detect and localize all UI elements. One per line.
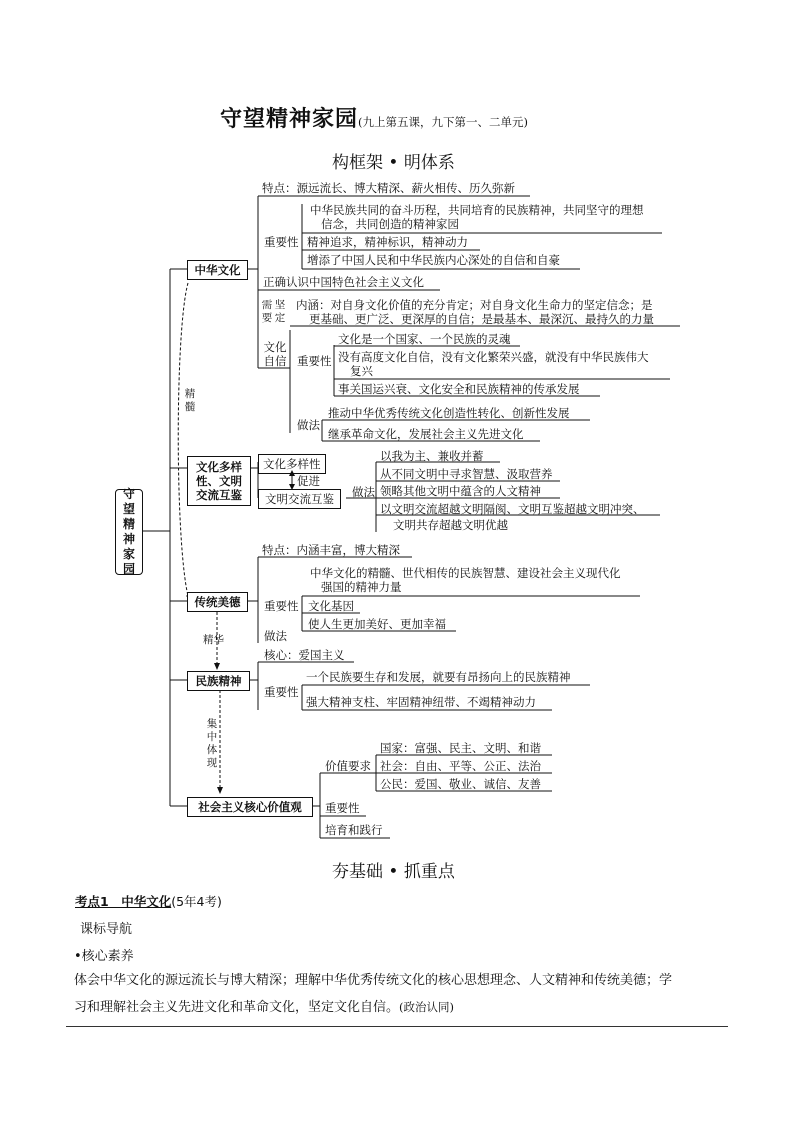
b1-zx-zhongyao-label: 重要性 xyxy=(297,354,332,368)
link-label-jingsui: 精髓 xyxy=(184,388,196,413)
b2-item-2: 从不同文明中寻求智慧、汲取营养 xyxy=(380,467,553,481)
b1-wenhua-zixin: 文化 自信 xyxy=(263,340,287,368)
b4-hexin: 核心：爱国主义 xyxy=(264,648,345,662)
b5-zhongyao: 重要性 xyxy=(325,801,360,815)
b5-jiazhi-label: 价值要求 xyxy=(325,759,371,773)
b3-zuofa: 使人生更加美好、更加幸福 xyxy=(308,617,446,631)
b4-zhongyao-1: 一个民族要生存和发展，就要有昂扬向上的民族精神 xyxy=(306,670,571,684)
b1-zuofa-1: 推动中华优秀传统文化创造性转化、创新性发展 xyxy=(328,406,570,420)
b1-zx-zhongyao-1: 文化是一个国家、一个民族的灵魂 xyxy=(338,332,511,346)
section-heading-framework: 构框架 • 明体系 xyxy=(332,153,455,173)
b3-zhongyao-1: 中华文化的精髓、世代相传的民族智慧、建设社会主义现代化 xyxy=(310,566,621,580)
root-node: 守 望 精 神 家 园 xyxy=(115,489,143,575)
b5-peiyu: 培育和践行 xyxy=(325,823,383,837)
hexin-label: •核心素养 xyxy=(74,949,134,964)
b3-zhongyao-label: 重要性 xyxy=(264,599,299,613)
b2-zuofa-label: 做法 xyxy=(352,485,375,499)
b2-duoyangxing-box: 文化多样性 xyxy=(258,454,326,474)
branch-wenhua-duoyangxing: 文化多样 性、文明 交流互鉴 xyxy=(187,456,251,506)
b1-zhongyao-1: 中华民族共同的奋斗历程，共同培育的民族精神，共同坚守的理想 xyxy=(310,203,644,217)
b1-zhongyao-2: 精神追求，精神标识，精神动力 xyxy=(307,235,468,249)
branch-zhonghua-wenhua: 中华文化 xyxy=(187,260,248,280)
b3-zhongyao-1b: 强国的精神力量 xyxy=(321,580,402,594)
b1-zhongyao-1b: 信念，共同创造的精神家园 xyxy=(321,217,459,231)
b3-zuofa-label: 做法 xyxy=(264,629,287,643)
document-title: 守望精神家园 xyxy=(220,106,359,132)
b4-zhongyao-2: 强大精神支柱、牢固精神纽带、不竭精神动力 xyxy=(306,695,536,709)
b2-item-1: 以我为主、兼收并蓄 xyxy=(380,449,484,463)
link-label-jinghua: 精华 xyxy=(203,634,224,646)
link-label-jizhong: 集 中 体 现 xyxy=(206,718,218,769)
body-paragraph-line1: 体会中华文化的源远流长与博大精深；理解中华优秀传统文化的核心思想理念、人文精神和传统美德；学 xyxy=(74,973,673,988)
branch-chuantong-meide: 传统美德 xyxy=(187,592,248,612)
b1-zuofa-2: 继承革命文化，发展社会主义先进文化 xyxy=(328,427,524,441)
kaodian-note: (5年4考) xyxy=(171,894,222,909)
document-subtitle: (九上第五课，九下第一、二单元) xyxy=(358,115,528,129)
b2-item-4b: 文明共存超越文明优越 xyxy=(393,518,508,532)
branch-minzu-jingshen: 民族精神 xyxy=(187,671,250,691)
kaodian-row xyxy=(75,892,222,910)
b1-zx-zhongyao-3: 事关国运兴衰、文化安全和民族精神的传承发展 xyxy=(338,382,580,396)
section-heading-basics: 夯基础 • 抓重点 xyxy=(332,862,455,882)
bottom-divider xyxy=(66,1026,728,1027)
b2-cujin-label: 促进 xyxy=(297,474,320,488)
kebiao-label: 课标导航 xyxy=(80,922,133,937)
b1-neihan-1: 内涵：对自身文化价值的充分肯定；对自身文化生命力的坚定信念；是 xyxy=(296,298,653,312)
b1-zhongyao-3: 增添了中国人民和中华民族内心深处的自信和自豪 xyxy=(307,253,560,267)
body-paragraph-line2: 习和理解社会主义先进文化和革命文化，坚定文化自信。(政治认同) xyxy=(74,1000,454,1015)
kaodian-title: 考点1 中华文化 xyxy=(75,894,172,909)
b1-zhengque: 正确认识中国特色社会主义文化 xyxy=(263,275,424,289)
b5-shehui: 社会：自由、平等、公正、法治 xyxy=(380,759,541,773)
b1-xuyao: 需 要 xyxy=(261,299,273,324)
b5-gongmin: 公民：爱国、敬业、诚信、友善 xyxy=(380,777,541,791)
b1-tedian: 特点：源远流长、博大精深、薪火相传、历久弥新 xyxy=(262,181,515,195)
b1-jianding: 坚 定 xyxy=(274,299,286,324)
b1-zuofa-label: 做法 xyxy=(297,418,320,432)
b5-guojia: 国家：富强、民主、文明、和谐 xyxy=(380,741,541,755)
b1-zx-zhongyao-2b: 复兴 xyxy=(350,364,373,378)
b3-tedian: 特点：内涵丰富，博大精深 xyxy=(262,543,400,557)
b2-item-4: 以文明交流超越文明隔阂、文明互鉴超越文明冲突、 xyxy=(380,502,645,516)
b1-zx-zhongyao-2: 没有高度文化自信，没有文化繁荣兴盛，就没有中华民族伟大 xyxy=(338,350,649,364)
b1-neihan-2: 更基础、更广泛、更深厚的自信；是最基本、最深沉、最持久的力量 xyxy=(309,312,654,326)
b4-zhongyao-label: 重要性 xyxy=(264,685,299,699)
b3-zhongyao-2: 文化基因 xyxy=(308,599,354,613)
b2-jiaoliu-box: 文明交流互鉴 xyxy=(258,489,341,509)
b1-zhongyao-label: 重要性 xyxy=(264,235,299,249)
branch-hexin-jiazhiguan: 社会主义核心价值观 xyxy=(187,797,313,817)
body-note: (政治认同) xyxy=(399,1000,454,1014)
b2-item-3: 领略其他文明中蕴含的人文精神 xyxy=(380,484,541,498)
